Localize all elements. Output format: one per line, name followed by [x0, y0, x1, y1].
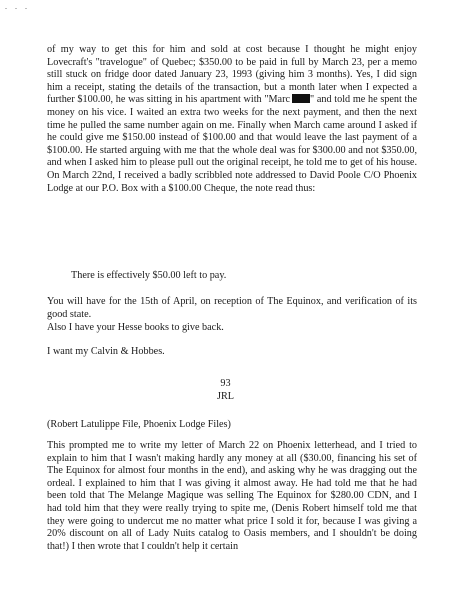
- source-note: [47, 419, 417, 432]
- paragraph-1: [47, 44, 417, 195]
- corner-mark: . . .: [5, 2, 30, 11]
- paragraph-4: [47, 346, 417, 359]
- signature-number: 93: [220, 378, 231, 389]
- paragraph-4-text: I want my Calvin & Hobbes.: [47, 346, 165, 357]
- redaction-mark: [292, 94, 310, 103]
- paragraph-3: [47, 322, 417, 335]
- paragraph-2: [47, 296, 417, 321]
- paragraph-3-text: Also I have your Hesse books to give back.: [47, 322, 224, 333]
- paragraph-1-continued: " and told me he spent the money on his vice. I waited an extra two weeks for the next payment, and then the next time he pulled the same number again on me. Finally when March came around I asked if he could give me $150.00 instead of $100.00 and that would leave the last payment of a $100.00. He started arguing with me that the whole deal was for $300.00 and not $350.00, and when I asked him to please pull out the original receipt, he told me to get of his house. On March 22nd, I received a badly scribbled note addressed to David Poole C/O Phoenix Lodge at our P.O. Box with a $100.00 Cheque, the note read thus:: [47, 94, 417, 194]
- paragraph-2-text: You will have for the 15th of April, on reception of The Equinox, and verification of its good state.: [47, 296, 417, 320]
- quoted-note: There is effectively $50.00 left to pay.: [71, 270, 227, 281]
- signature-initials: JRL: [217, 391, 234, 402]
- paragraph-5: [47, 440, 417, 553]
- paragraph-5-text: This prompted me to write my letter of March 22 on Phoenix letterhead, and I tried to explain to him that I wasn't making hardly any money at all ($30.00, financing his set of The Equinox for almost four months in the end), and asking why he was dragging out the ordeal. I explained to him that I was giving it almost away. He had told me that he had been told that The Melange Magique was selling The Equinox for $280.00 CDN, and I had told him that they were really trying to spite me, (Denis Robert himself told me that they were going to undercut me no matter what price I sold it for, because I was giving a 20% discount on all of Lady Nuits catalog to Oasis members, and I shouldn't be doing that!) I then wrote that I couldn't help it certain: [47, 440, 417, 552]
- paragraph-1-text: of my way to get this for him and sold at cost because I thought he might enjoy Lovecraft's "travelogue" of Quebec; $350.00 to be paid in full by March 23, per a memo still stuck on fridge door dated January 23, 1993 (giving him 3 months). Yes, I did sign him a receipt, stating the details of the transaction, but a month later when I expected a further $100.00, he was sitting in his apartment with "Marc: [47, 44, 417, 106]
- source-note-text: (Robert Latulippe File, Phoenix Lodge Files): [47, 419, 231, 430]
